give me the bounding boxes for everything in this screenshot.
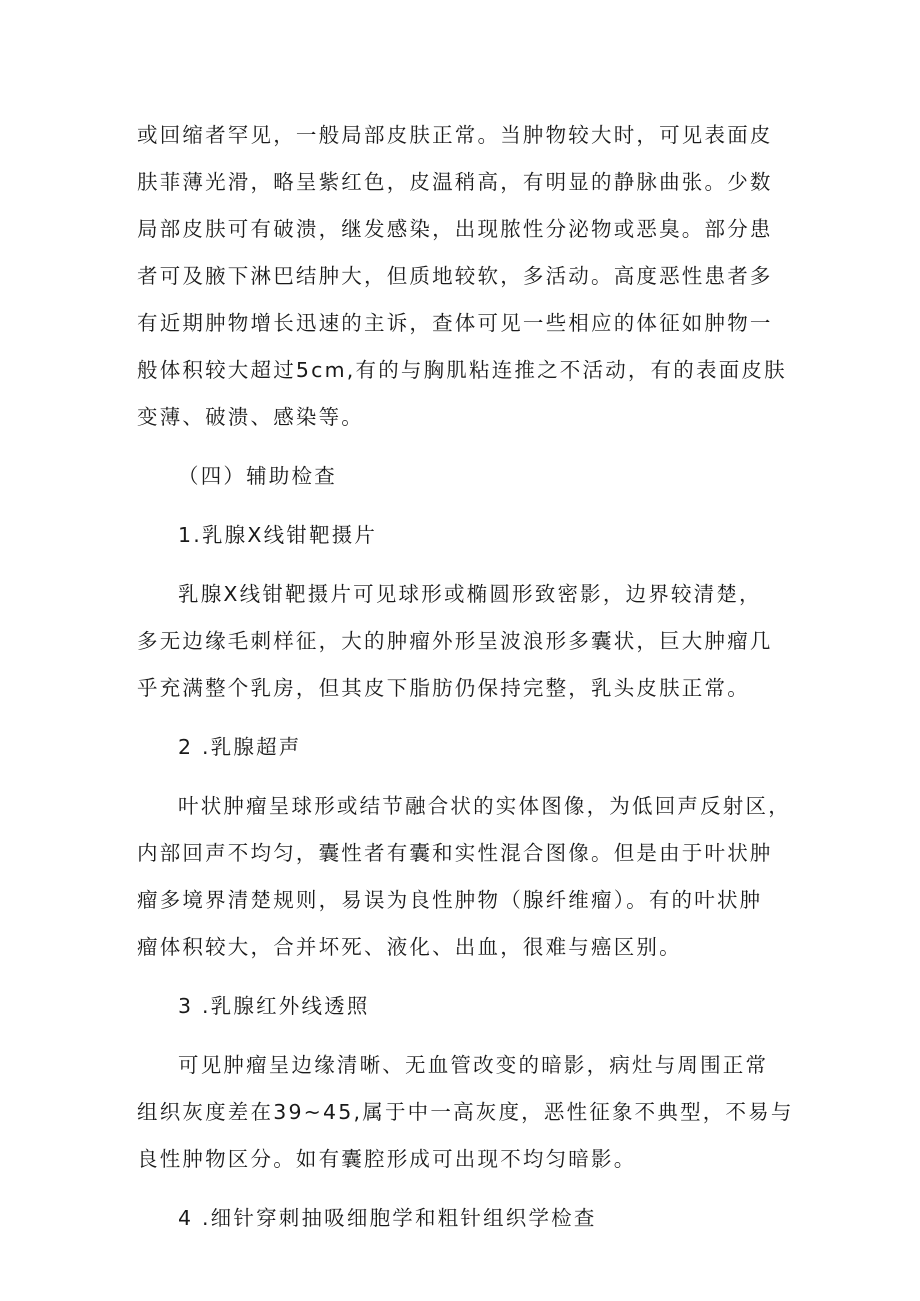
text-line: 瘤多境界清楚规则，易误为良性肿物（腺纤维瘤）。有的叶状肿 xyxy=(137,888,763,912)
text-line: 乎充满整个乳房，但其皮下脂肪仍保持完整，乳头皮肤正常。 xyxy=(137,676,750,700)
subheading-mammography: 1.乳腺X线钳靶摄片 xyxy=(178,523,378,547)
text-line: 多无边缘毛刺样征，大的肿瘤外形呈波浪形多囊状，巨大肿瘤几 xyxy=(137,629,773,653)
paragraph-mammography xyxy=(137,571,817,712)
text-line: 般体积较大超过5cm,有的与胸肌粘连推之不活动，有的表面皮肤 xyxy=(137,358,787,382)
text-line: 者可及腋下淋巴结肿大，但质地较软，多活动。高度恶性患者多 xyxy=(137,264,773,288)
text-line: 可见肿瘤呈边缘清晰、无血管改变的暗影，病灶与周围正常 xyxy=(178,1053,769,1077)
text-line: 内部回声不均匀，囊性者有囊和实性混合图像。但是由于叶状肿 xyxy=(137,841,773,865)
text-line: 叶状肿瘤呈球形或结节融合状的实体图像，为低回声反射区， xyxy=(178,794,791,818)
text-line: 变薄、破溃、感染等。 xyxy=(137,405,364,429)
paragraph-clinical-signs xyxy=(137,112,817,441)
text-line: 肤菲薄光滑，略呈紫红色，皮温稍高，有明显的静脉曲张。少数 xyxy=(137,170,773,194)
document-body xyxy=(137,112,817,1242)
text-line: 瘤体积较大，合并坏死、液化、出血，很难与癌区别。 xyxy=(137,935,682,959)
subheading-infrared: 3 .乳腺红外线透照 xyxy=(178,994,370,1018)
text-line: 乳腺X线钳靶摄片可见球形或椭圆形致密影，边界较清楚， xyxy=(178,582,762,606)
subheading-ultrasound: 2 .乳腺超声 xyxy=(178,735,302,759)
paragraph-ultrasound xyxy=(137,783,817,971)
text-line: 局部皮肤可有破溃，继发感染，出现脓性分泌物或恶臭。部分患 xyxy=(137,217,773,241)
text-line: 组织灰度差在39~45,属于中一高灰度，恶性征象不典型，不易与 xyxy=(137,1100,794,1124)
subheading-needle-biopsy: 4 .细针穿刺抽吸细胞学和粗针组织学检查 xyxy=(178,1206,597,1230)
section-heading-auxiliary-exam: （四）辅助检查 xyxy=(178,464,337,488)
paragraph-infrared xyxy=(137,1042,817,1183)
text-line: 或回缩者罕见，一般局部皮肤正常。当肿物较大时，可见表面皮 xyxy=(137,123,773,147)
text-line: 有近期肿物增长迅速的主诉，查体可见一些相应的体征如肿物一 xyxy=(137,311,773,335)
text-line: 良性肿物区分。如有囊腔形成可出现不均匀暗影。 xyxy=(137,1147,637,1171)
